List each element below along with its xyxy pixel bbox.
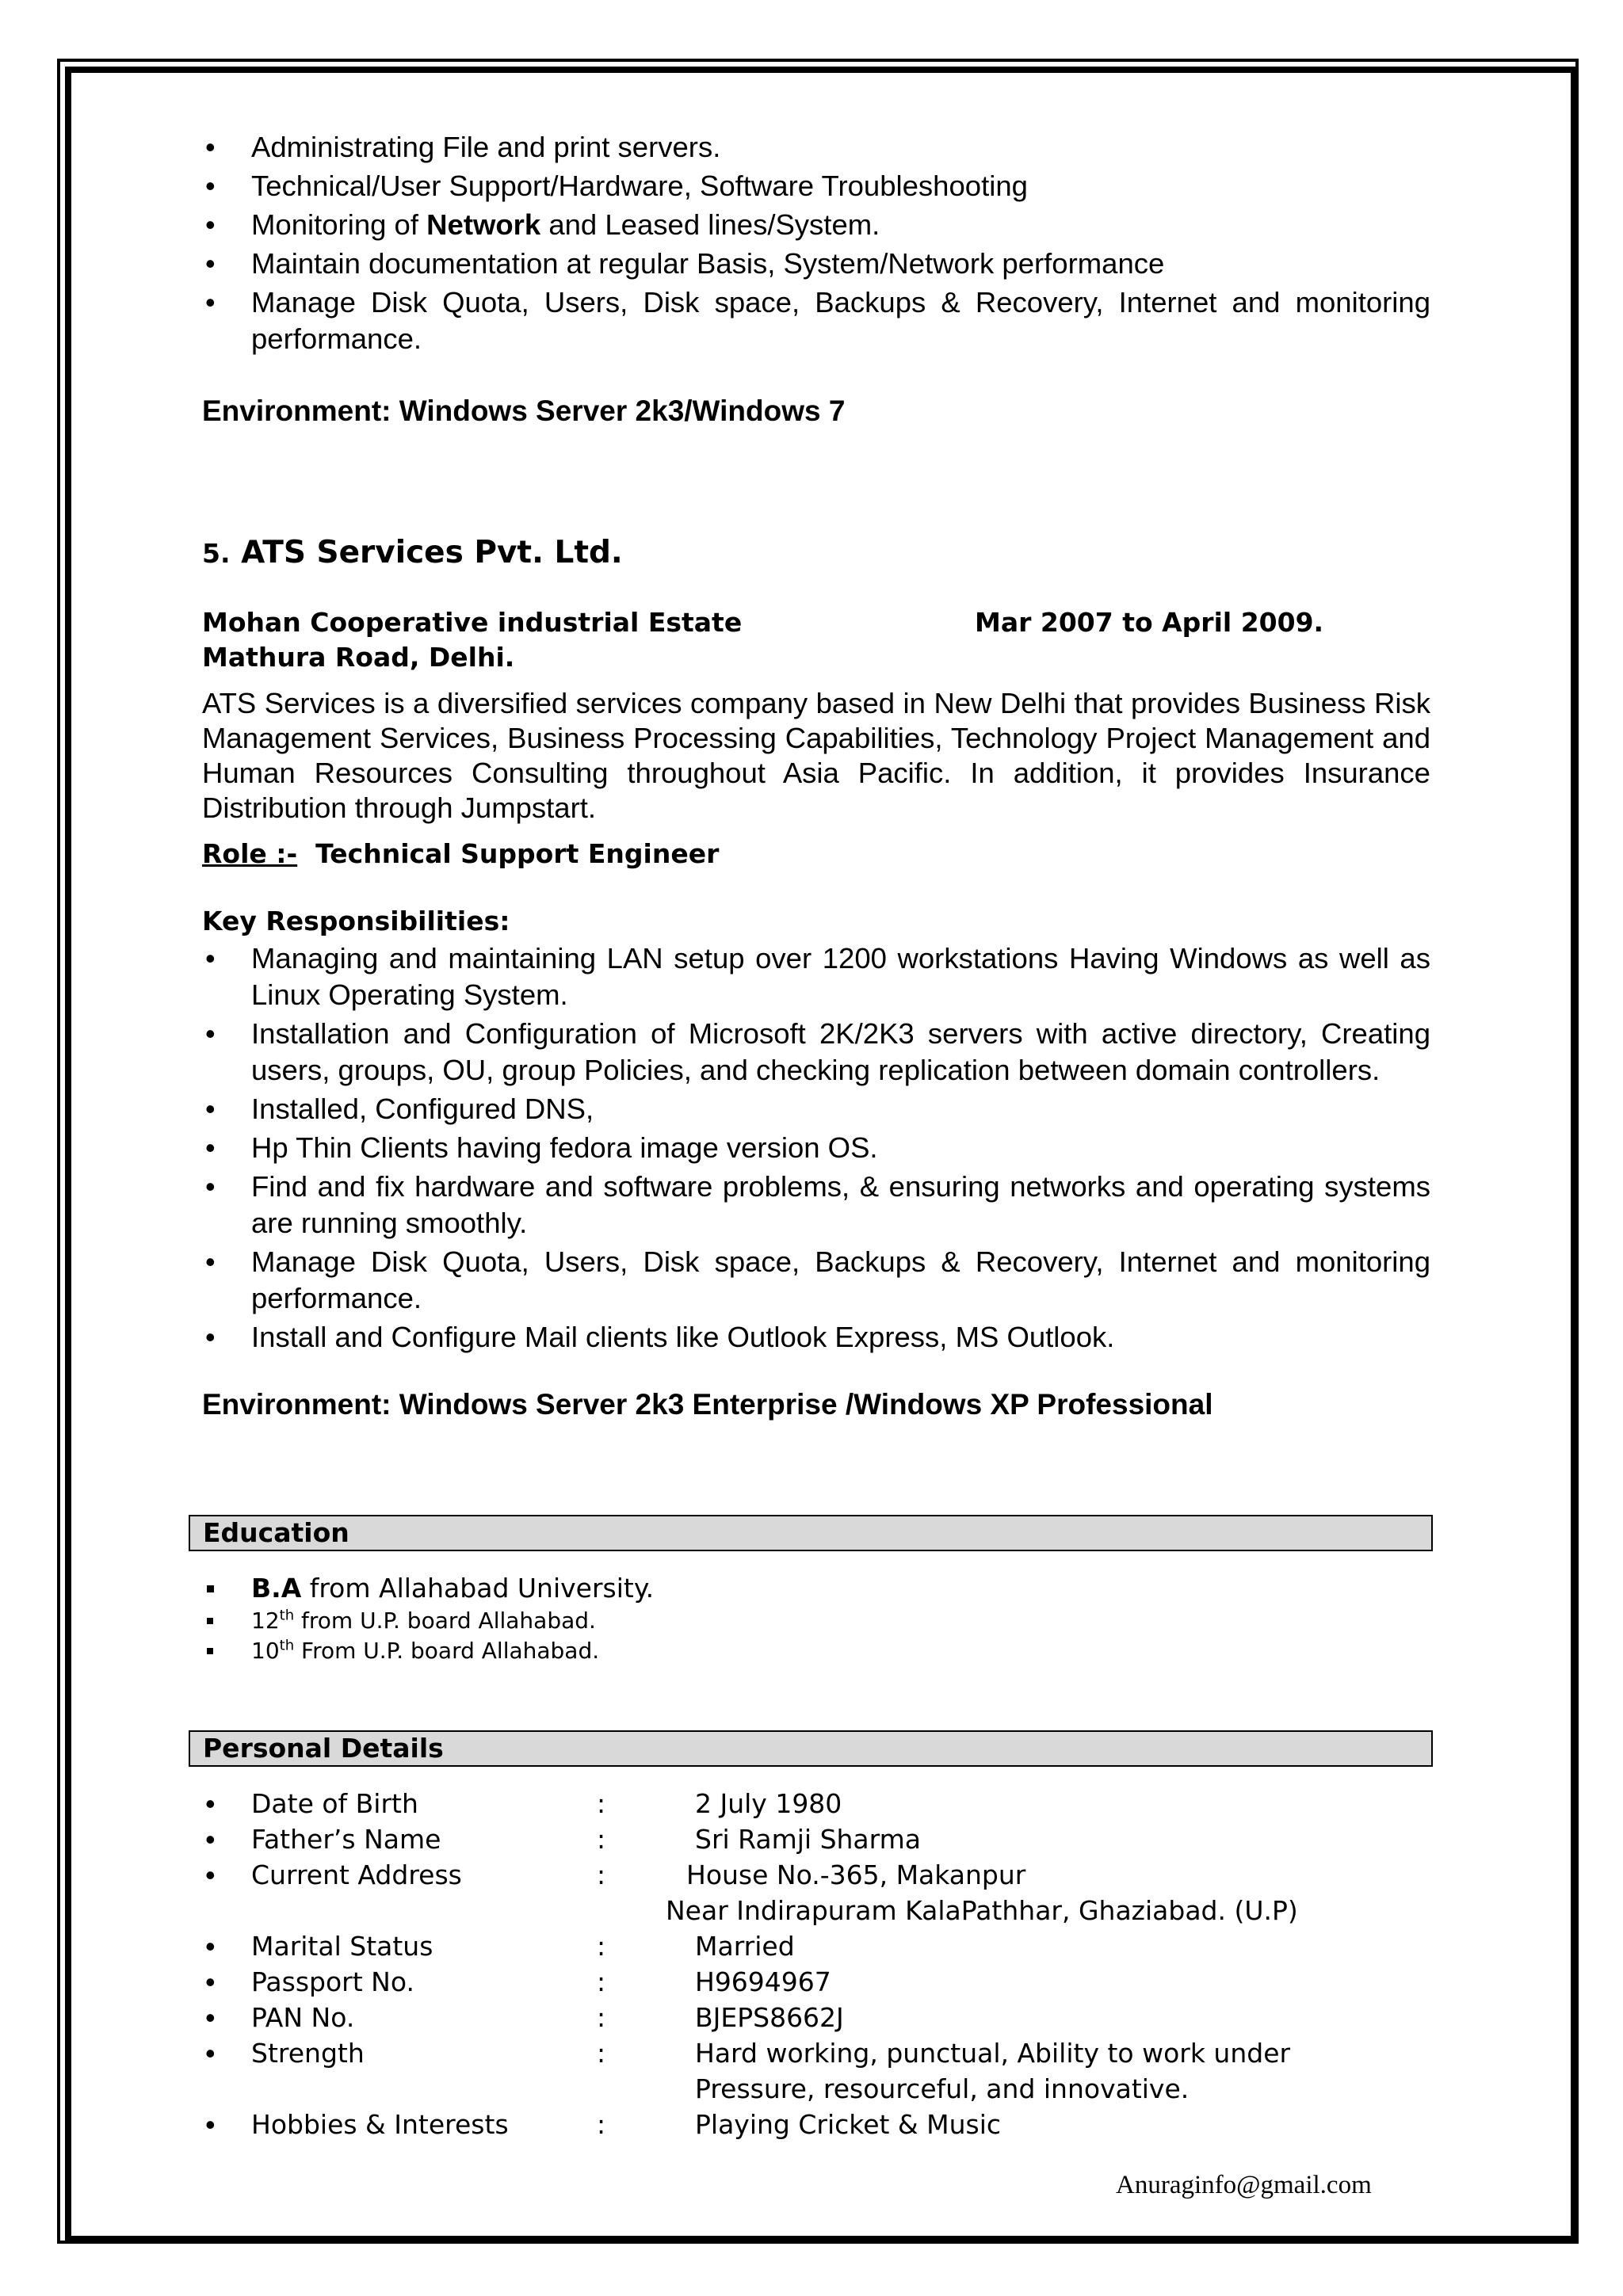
role-title: Technical Support Engineer	[315, 838, 720, 869]
detail-value: Hard working, punctual, Ability to work under	[695, 2038, 1291, 2069]
list-item: • Install and Configure Mail clients like Outlook Express, MS Outlook.	[202, 1319, 1430, 1356]
company-name: ATS Services Pvt. Ltd.	[241, 535, 623, 570]
degree-bold: B.A	[251, 1573, 302, 1604]
list-item: • Administrating File and print servers.	[202, 129, 1430, 166]
strength-continuation	[202, 2071, 1430, 2107]
detail-label: PAN No.	[251, 2002, 355, 2033]
detail-label: Current Address	[251, 1859, 462, 1890]
company-location	[202, 605, 1430, 675]
detail-label: Marital Status	[251, 1931, 433, 1962]
list-item	[202, 1606, 1391, 1636]
tenth-num: 10	[251, 1638, 280, 1664]
list-item: • Managing and maintaining LAN setup over 1200 workstations Having Windows as well as Linux Operating System.	[202, 940, 1430, 1013]
list-item	[202, 1571, 1391, 1606]
list-item: • Installed, Configured DNS,	[202, 1091, 1430, 1127]
twelfth-sup: th	[279, 1607, 295, 1624]
education-heading: Education	[189, 1515, 1433, 1551]
list-item: • Current Address : House No.-365, Makanpur	[205, 1859, 1026, 1891]
previous-job-bullets	[202, 129, 1430, 357]
network-post: and Leased lines/System.	[548, 208, 880, 241]
list-item: • Marital Status : Married	[205, 1930, 795, 1962]
address-continuation	[202, 1893, 1430, 1928]
list-item: • Passport No. : H9694967	[205, 1966, 831, 1998]
detail-label: Date of Birth	[251, 1788, 418, 1819]
list-item: • Date of Birth : 2 July 1980	[205, 1787, 842, 1820]
personal-details-heading: Personal Details	[189, 1730, 1433, 1767]
list-item: • Manage Disk Quota, Users, Disk space, Backups & Recovery, Internet and monitoring performance.	[202, 284, 1430, 357]
location-line1: Mohan Cooperative industrial Estate	[202, 607, 743, 638]
company-heading	[202, 533, 1430, 574]
key-responsibilities-heading: Key Responsibilities:	[202, 906, 510, 936]
list-item: • Maintain documentation at regular Basis, System/Network performance	[202, 246, 1430, 282]
education-list	[202, 1571, 1391, 1666]
list-item: • Manage Disk Quota, Users, Disk space, Backups & Recovery, Internet and monitoring performance.	[202, 1244, 1430, 1317]
network-pre: Monitoring of	[251, 208, 418, 241]
list-item: • Hobbies & Interests : Playing Cricket & Music	[205, 2108, 1002, 2141]
detail-value: BJEPS8662J	[695, 2002, 844, 2033]
company-description: ATS Services is a diversified services company based in New Delhi that provides Business Risk Management Services, Business Processing Capabilities, Technology Project Management and Human Resources Consulting throughout Asia Pacific. In addition, it provides Insurance Distribution through Jumpstart.	[202, 687, 1430, 824]
tenth-sup: th	[279, 1637, 295, 1654]
detail-value: Pressure, resourceful, and innovative.	[695, 2073, 1190, 2104]
detail-label: Strength	[251, 2038, 365, 2069]
degree-rest: from Allahabad University.	[301, 1573, 655, 1604]
detail-value: 2 July 1980	[695, 1788, 842, 1819]
job5-environment: Environment: Windows Server 2k3 Enterprise /Windows XP Professional	[202, 1388, 1213, 1421]
detail-value: Playing Cricket & Music	[695, 2109, 1002, 2140]
list-item: • Strength : Hard working, punctual, Ability to work under	[205, 2037, 1291, 2069]
footer-email: Anuraginfo@gmail.com	[1116, 2171, 1372, 2199]
detail-value: Near Indirapuram KalaPathhar, Ghaziabad. (U.P)	[666, 1895, 1298, 1926]
list-item: • Find and fix hardware and software problems, & ensuring networks and operating systems are running smoothly.	[202, 1169, 1430, 1241]
list-item: • PAN No. : BJEPS8662J	[205, 2001, 844, 2034]
responsibilities-list	[202, 940, 1430, 1356]
list-item: • Technical/User Support/Hardware, Software Troubleshooting	[202, 168, 1430, 204]
personal-details-list	[202, 1786, 1430, 2142]
company-number: 5.	[202, 538, 231, 569]
list-item	[202, 1636, 1391, 1666]
detail-value: H9694967	[695, 1966, 831, 1997]
detail-value: Sri Ramji Sharma	[695, 1824, 922, 1855]
list-item: • Father’s Name : Sri Ramji Sharma	[205, 1823, 922, 1855]
role-label: Role :-	[202, 838, 298, 869]
location-line2: Mathura Road, Delhi.	[202, 642, 515, 673]
detail-value: House No.-365, Makanpur	[686, 1859, 1026, 1890]
detail-label: Father’s Name	[251, 1824, 441, 1855]
role-line	[202, 837, 1430, 871]
responsibilities-section	[202, 940, 1430, 1358]
previous-job-environment: Environment: Windows Server 2k3/Windows 7	[202, 395, 846, 427]
list-item	[202, 207, 1430, 243]
detail-label: Hobbies & Interests	[251, 2109, 509, 2140]
twelfth-num: 12	[251, 1608, 280, 1634]
detail-label: Passport No.	[251, 1966, 414, 1997]
list-item: • Hp Thin Clients having fedora image version OS.	[202, 1130, 1430, 1166]
network-bold: Network	[426, 208, 541, 241]
previous-job-section	[202, 129, 1430, 360]
detail-value: Married	[695, 1931, 795, 1962]
job-dates: Mar 2007 to April 2009.	[975, 607, 1324, 638]
tenth-rest: From U.P. board Allahabad.	[294, 1638, 600, 1664]
list-item: • Installation and Configuration of Microsoft 2K/2K3 servers with active directory, Creating users, groups, OU, group Policies, and checking replication between domain controllers.	[202, 1016, 1430, 1089]
twelfth-rest: from U.P. board Allahabad.	[294, 1608, 596, 1634]
